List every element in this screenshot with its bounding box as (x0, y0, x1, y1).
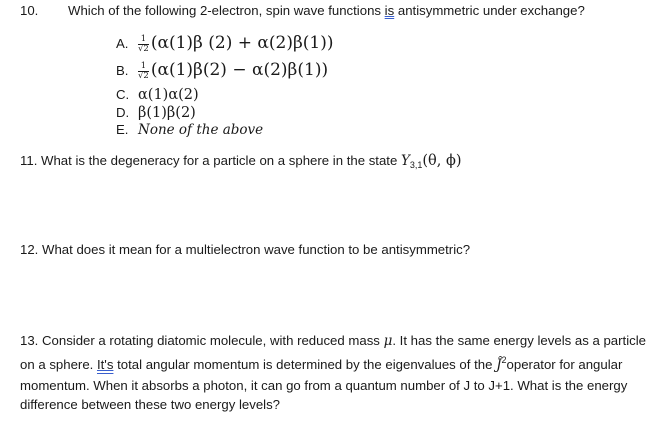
option-d-expression: β(1)β(2) (138, 105, 196, 121)
option-a (116, 33, 334, 54)
option-e-expression: None of the above (138, 122, 264, 138)
q13-part1: 13. Consider a rotating diatomic molecule, with reduced mass (20, 333, 384, 348)
option-d (116, 103, 196, 123)
q10-number: 10. (20, 3, 39, 18)
q11-question (20, 151, 462, 174)
q11-subscript: 3,1 (409, 160, 423, 170)
q13-its-word: It's (96, 357, 114, 373)
option-b (116, 60, 328, 81)
option-b-expression: (α(1)β(2) − α(2)β(1)) (150, 60, 329, 80)
q13-question (20, 331, 648, 414)
q11-y-symbol: Y (400, 153, 410, 169)
option-a-expression: (α(1)β (2) + α(2)β(1)) (150, 33, 334, 53)
q13-part4: operator for angular momentum. When it absorbs a photon, it can go from a quantum number of J to J+1. What is the energy difference between these two energy levels? (20, 357, 628, 412)
option-b-letter: B. (116, 63, 129, 78)
option-b-fraction: $\frac{1}{√2}$ (138, 61, 149, 82)
q12-question: 12. What does it mean for a multielectron wave function to be antisymmetric? (20, 242, 471, 257)
q11-args: (θ, ϕ) (422, 153, 462, 169)
q10-is-word: is (384, 3, 395, 18)
option-d-letter: D. (116, 105, 130, 120)
q10-text-before: Which of the following 2-electron, spin wave functions (68, 3, 385, 18)
q13-part3: total angular momentum is determined by the eigenvalues of the (113, 357, 497, 373)
option-a-letter: A. (116, 36, 129, 51)
q10-question (68, 2, 585, 20)
q13-j-symbol: Ĵ (496, 357, 502, 374)
q13-mu-symbol: μ (383, 333, 393, 349)
q13-superscript: 2 (501, 355, 507, 366)
option-c-letter: C. (116, 87, 130, 102)
q11-text: 11. What is the degeneracy for a particle on a sphere in the state (20, 153, 401, 168)
option-e-letter: E. (116, 122, 129, 137)
option-a-fraction: $\frac{1}{√2}$ (138, 34, 149, 55)
q13-part2: . It has the same energy levels as a particle on a sphere. (20, 333, 646, 373)
option-c-expression: α(1)α(2) (138, 87, 199, 103)
option-e (116, 121, 263, 139)
option-c (116, 85, 199, 105)
q10-text-after: antisymmetric under exchange? (394, 3, 585, 18)
